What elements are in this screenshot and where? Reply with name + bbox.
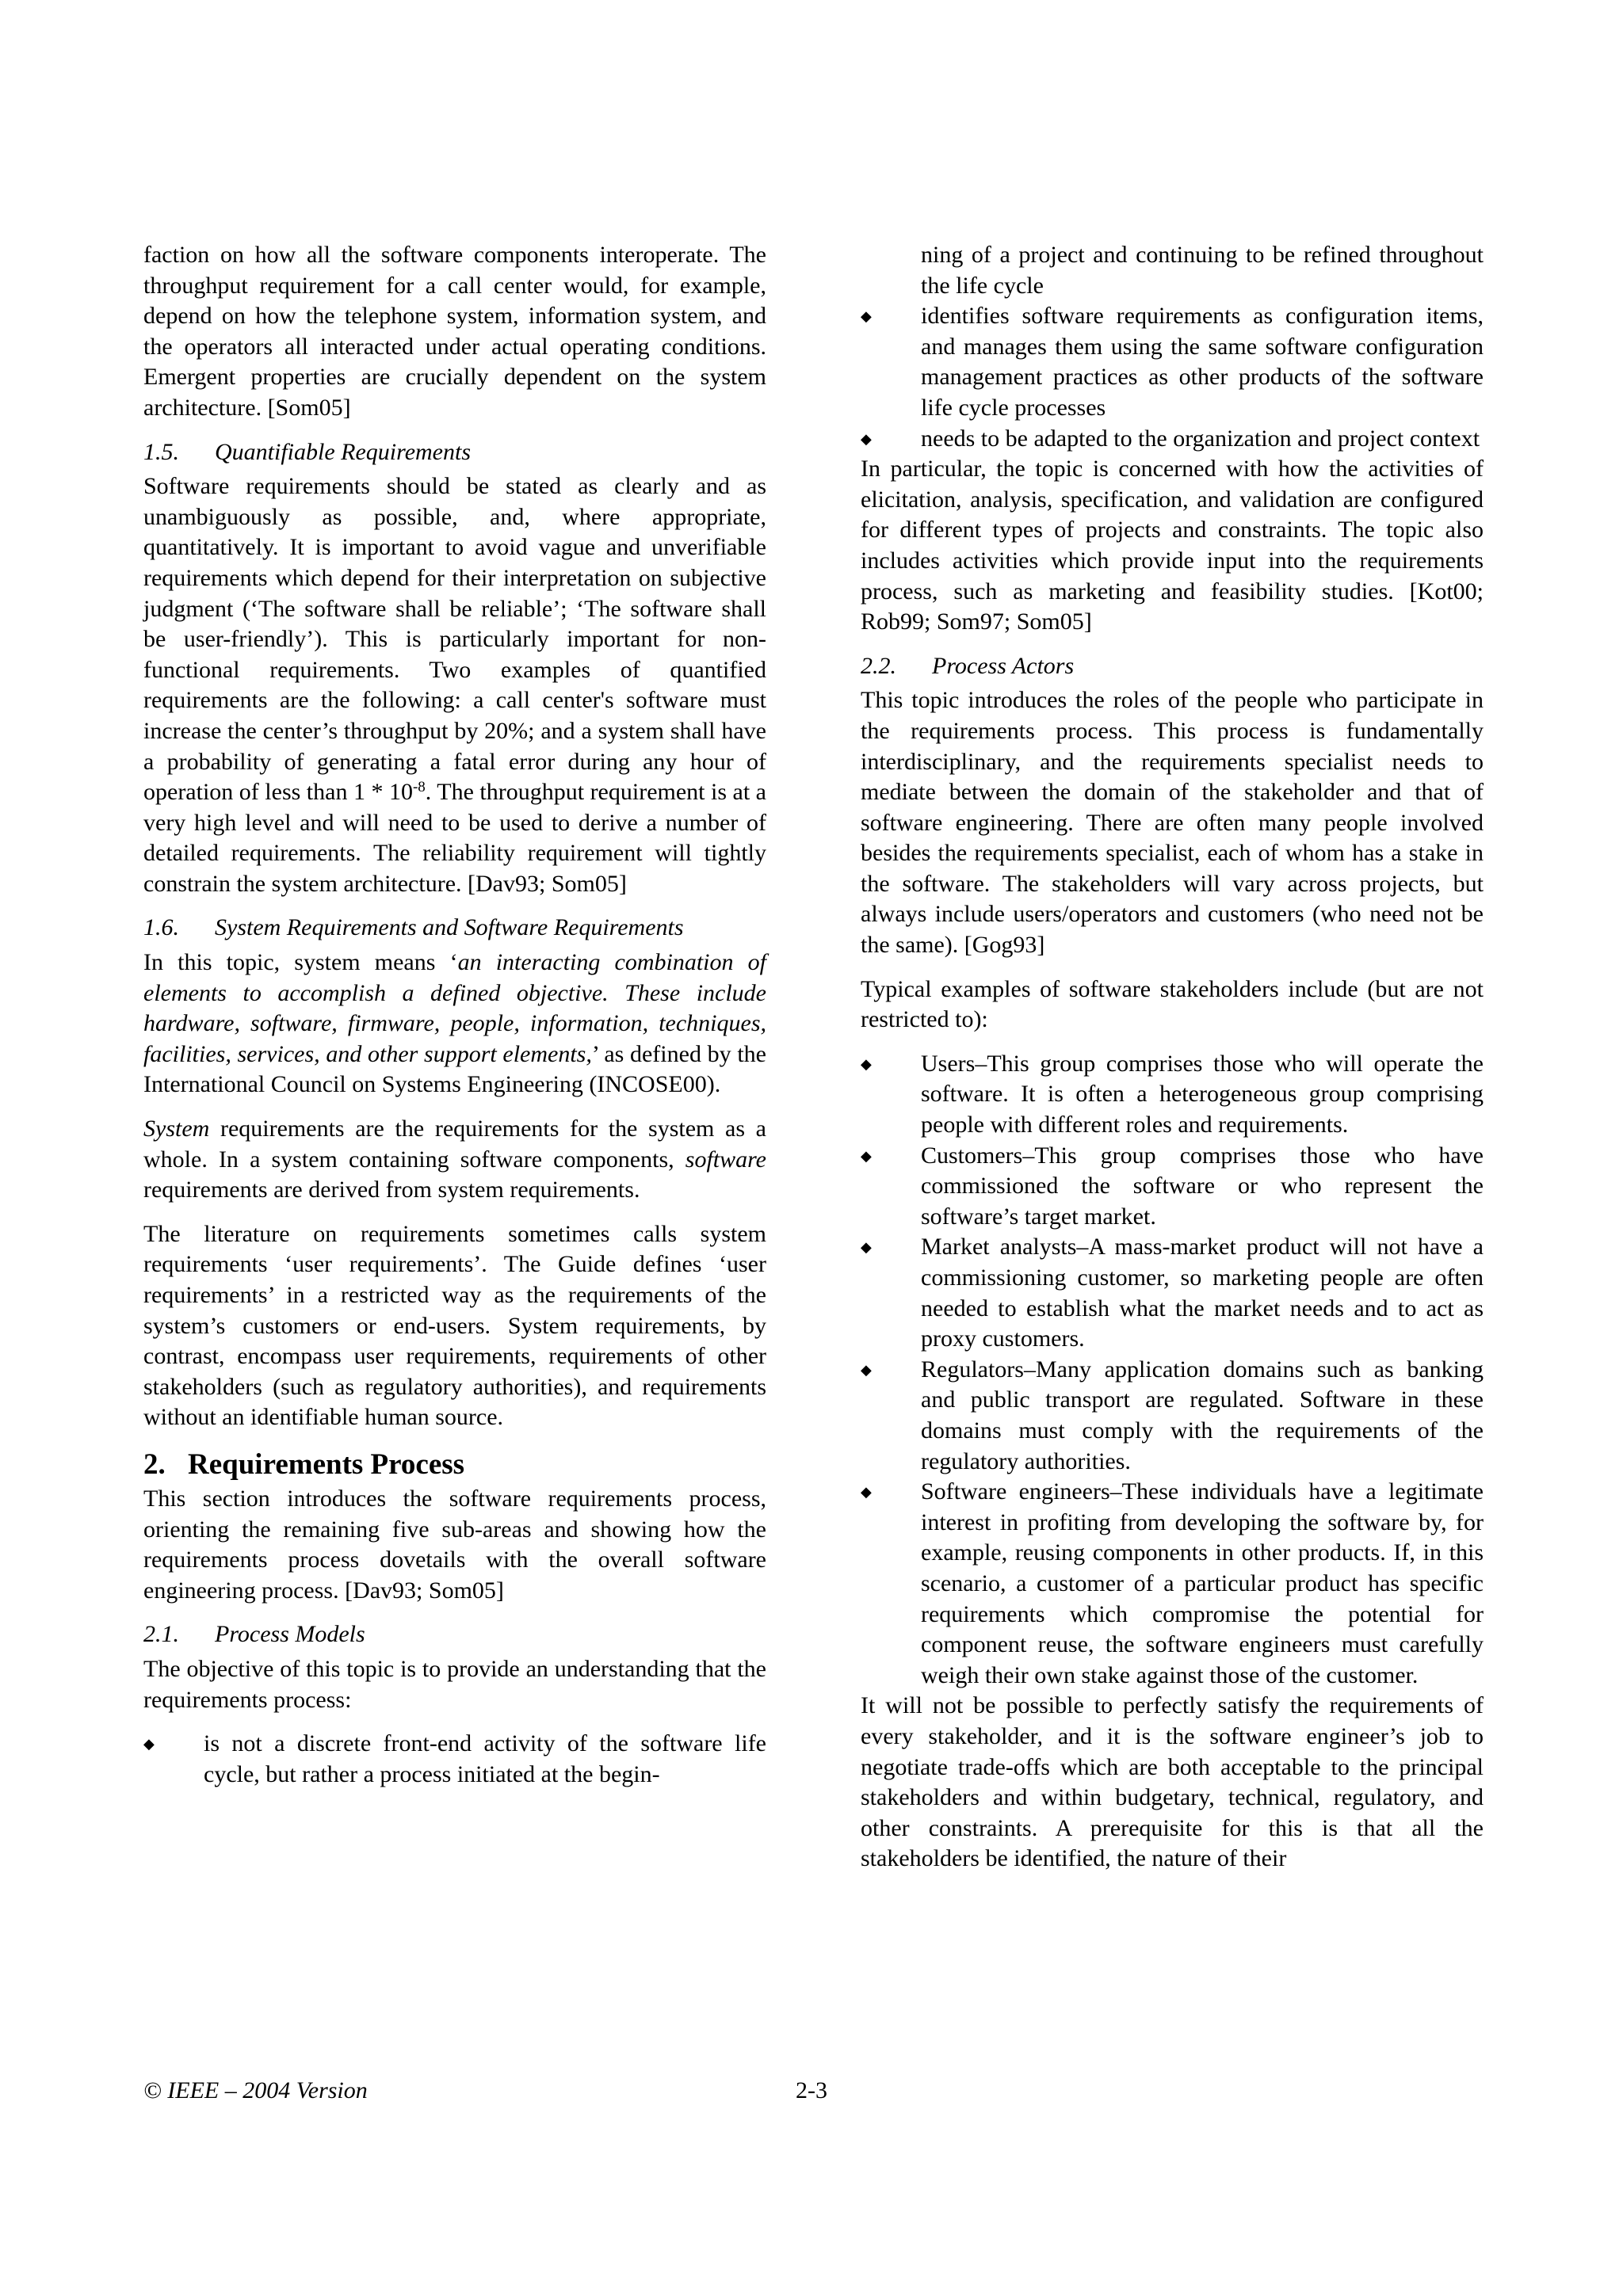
subsection-heading-2-1 [143,1619,766,1650]
list-item [861,424,1484,455]
list-item-text: is not a discrete front-end activity of the software life cycle, but rather a process initiated at the begin- [204,1730,766,1787]
list-item [861,301,1484,423]
bullet-list-process-models [143,1729,766,1790]
list-item-text: Market analysts–A mass-market product will not have a commissioning customer, so marketing people are often needed to establish what the market needs and to act as proxy customers. [921,1234,1484,1352]
subsection-heading-1-5 [143,437,766,468]
diamond-bullet-icon: ◆ [861,430,872,447]
subsection-heading-2-2 [861,651,1484,682]
list-item [143,1729,766,1790]
section-heading-2 [143,1447,766,1482]
section-number: 1.6. [143,914,179,941]
paragraph-process-configuration: In particular, the topic is concerned with how the activities of elicitation, analysis, specification, and validation are configured for different types of projects and constraints. The topic also includes activities which provide input into the requirements process, such as marketing and feasibility studies. [Kot00; Rob99; Som97; Som05] [861,456,1484,635]
italic-quote: an interacting combination of elements to accomplish a defined objective. These include hardware, software, firmware, people, information, techniques, facilities, services, and other support elements, [143,949,766,1067]
text-run: requirements are derived from system requirements. [143,1177,640,1203]
right-column [861,240,1484,1875]
footer-page-number: 2-3 [796,2077,827,2103]
list-item [861,1141,1484,1233]
left-column [143,240,766,1790]
list-item-text: Customers–This group comprises those who have commissioned the software or who represent the software’s target market. [921,1142,1484,1230]
superscript: -8 [412,779,426,796]
diamond-bullet-icon: ◆ [861,1361,872,1378]
list-item [861,1477,1484,1691]
text-run: requirements are the requirements for the system as a whole. In a system containing software components, [143,1116,766,1173]
diamond-bullet-icon: ◆ [861,1147,872,1164]
italic-term: software [685,1146,766,1173]
diamond-bullet-icon: ◆ [143,1736,155,1753]
list-item-text: Users–This group comprises those who will operate the software. It is often a heterogeneous group comprising people with different roles and requirements. [921,1050,1484,1138]
section-number: 2. [143,1447,166,1481]
paragraph-quantifiable-requirements [143,471,766,899]
paragraph-emergent-properties: faction on how all the software components interoperate. The throughput requirement for a call center would, for example, depend on how the telephone system, information system, and the operators all interacted under actual operating conditions. Emergent properties are crucially dependent on the system architecture. [Som05] [143,242,766,421]
bullet-list-process-models-cont [861,301,1484,454]
list-item-text: Software engineers–These individuals have a legitimate interest in profiting from developing the software by, for example, reusing components in other products. If, in this scenario, a customer of a particular product has specific requirements which compromise the potential for component reuse, the software engineers must carefully weigh their own stake against those of the customer. [921,1478,1484,1688]
section-title: System Requirements and Software Requirements [215,914,684,941]
bullet-list-stakeholders [861,1049,1484,1691]
italic-term: System [143,1116,210,1142]
paragraph-system-vs-software [143,1114,766,1206]
text-run: In this topic, system means ‘ [143,949,458,976]
diamond-bullet-icon: ◆ [861,1239,872,1256]
text-run: . The throughput requirement is at a very high level and will need to be used to derive a number of detailed requirements. The reliability requirement will tightly constrain the system architecture. [Dav93; Som05] [143,779,766,897]
section-title: Process Models [215,1621,365,1648]
list-item [861,1355,1484,1477]
section-number: 2.1. [143,1621,179,1648]
list-item [861,1232,1484,1354]
section-number: 2.2. [861,652,896,679]
diamond-bullet-icon: ◆ [861,308,872,325]
section-title: Quantifiable Requirements [215,438,471,465]
paragraph-process-models: The objective of this topic is to provide an understanding that the requirements process: [143,1655,766,1713]
list-item-continuation: ning of a project and continuing to be refined throughout the life cycle [921,242,1484,299]
section-number: 1.5. [143,438,179,465]
paragraph-system-definition [143,948,766,1100]
section-title: Process Actors [932,652,1075,679]
paragraph-process-actors: This topic introduces the roles of the people who participate in the requirements process. This process is fundamentally interdisciplinary, and the requirements specialist needs to mediate between the domain of the stakeholder and that of software engineering. There are often many people involved besides the requirements specialist, each of whom has a stake in the software. The stakeholders will vary across projects, but always include users/operators and customers (who need not be the same). [Gog93] [861,687,1484,959]
subsection-heading-1-6 [143,913,766,944]
footer-copyright: © IEEE – 2004 Version [143,2077,368,2103]
paragraph-stakeholder-intro: Typical examples of software stakeholders include (but are not restricted to): [861,975,1484,1033]
paragraph-user-requirements: The literature on requirements sometimes calls system requirements ‘user requirements’. The Guide defines ‘user requirements’ in a restricted way as the requirements of the system’s customers or end-users. System requirements, by contrast, encompass user requirements, requirements of other stakeholders (such as regulatory authorities), and requirements without an identifiable human source. [143,1220,766,1431]
list-item-text: Regulators–Many application domains such as banking and public transport are regulated. Software in these domains must comply with the requirements of the regulatory authorities. [921,1356,1484,1474]
section-title: Requirements Process [188,1447,465,1481]
text-run: Software requirements should be stated as clearly and as unambiguously as possible, and, where appropriate, quantitatively. It is important to avoid vague and unverifiable requirements which depend for their interpretation on subjective judgment (‘The software shall be reliable’; ‘The software shall be user-friendly’). This is particularly important for non-functional requirements. Two examples of quantified requirements are the following: a call center's software must increase the center’s throughput by 20%; and a system shall have a probability of generating a fatal error during any hour of operation of less than 1 * 10 [143,473,766,806]
list-item-text: identifies software requirements as configuration items, and manages them using the same software configuration management practices as other products of the software life cycle processes [921,303,1484,421]
diamond-bullet-icon: ◆ [861,1484,872,1501]
diamond-bullet-icon: ◆ [861,1055,872,1072]
paragraph-requirements-process: This section introduces the software requirements process, orienting the remaining five sub-areas and showing how the requirements process dovetails with the overall software engineering process. [Dav93; Som05] [143,1485,766,1604]
list-item-text: needs to be adapted to the organization and project context [921,425,1480,452]
list-item [861,1049,1484,1141]
paragraph-stakeholder-tradeoffs: It will not be possible to perfectly satisfy the requirements of every stakeholder, and it is the software engineer’s job to negotiate trade-offs which are both acceptable to the principal stakeholders and within budgetary, technical, regulatory, and other constraints. A prerequisite for this is that all the stakeholders be identified, the nature of their [861,1692,1484,1872]
text-run: ’ as defined by the International Council on Systems Engineering (INCOSE00). [143,1040,766,1098]
